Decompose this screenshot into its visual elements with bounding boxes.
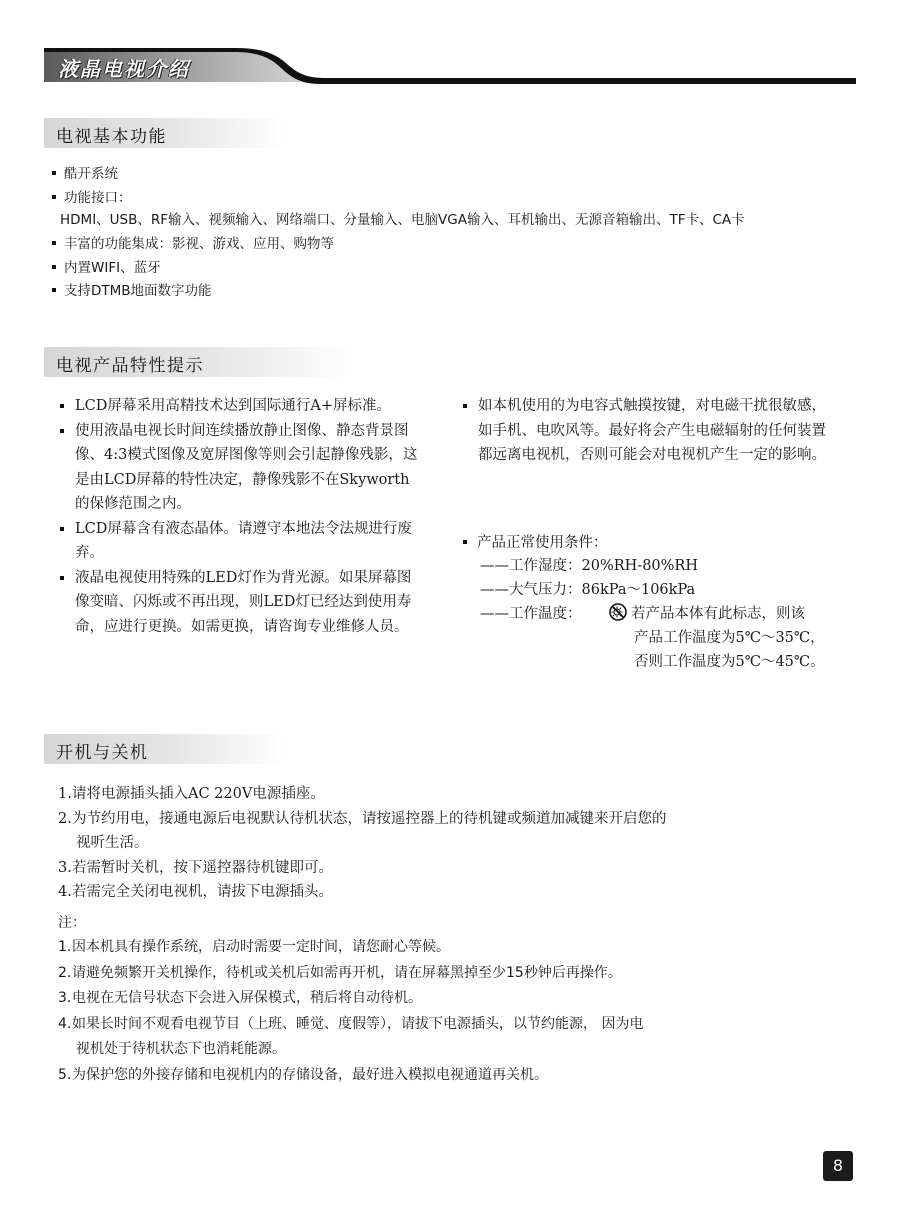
list-item: 1.请将电源插头插入AC 220V电源插座。 [58, 786, 325, 802]
list-item: 5.为保护您的外接存储和电视机内的存储设备，最好进入模拟电视通道再关机。 [58, 1066, 548, 1083]
section-title: 电视基本功能 [56, 127, 167, 147]
temperature-line-1: 若产品本体有此标志，则该 [607, 602, 805, 627]
conditions-heading: 产品正常使用条件： [462, 531, 608, 552]
list-item: 2.请避免频繁开关机操作，待机或关机后如需再开机，请在屏幕黑掉至少15秒钟后再操作。 [58, 964, 622, 981]
power-steps-list [58, 782, 848, 905]
note-label: 注： [58, 915, 86, 931]
section-heading-features [44, 347, 354, 377]
list-item: 使用液晶电视长时间连续播放静止图像、静态背景图像、4:3模式图像及宽屏图像等则会引起静像残影，这是由LCD屏幕的特性决定，静像残影不在Skyworth的保修范围之内。 [57, 419, 423, 517]
basic-features-list [50, 163, 860, 210]
header-title: 液晶电视介绍 [58, 57, 190, 81]
section-heading-power [44, 734, 284, 764]
list-item: 丰富的功能集成：影视、游戏、应用、购物等 [50, 233, 860, 257]
list-item: 2.为节约用电，接通电源后电视默认待机状态，请按遥控器上的待机键或频道加减键来开启您的 视听生活。 [58, 810, 667, 851]
list-item: 如本机使用的为电容式触摸按键，对电磁干扰很敏感，如手机、电吹风等。最好将会产生电磁辐射的任何装置都远离电视机，否则可能会对电视机产生一定的影响。 [460, 394, 832, 468]
page-header [44, 46, 856, 86]
list-item: 4.如果长时间不观看电视节目（上班、睡觉、度假等），请拔下电源插头，以节约能源， 因为电 视机处于待机状态下也消耗能源。 [58, 1015, 644, 1057]
pressure-line: ——大气压力：86kPa～106kPa [480, 582, 696, 598]
list-item: 3.电视在无信号状态下会进入屏保模式，稍后将自动待机。 [58, 990, 422, 1006]
list-item: 1.因本机具有操作系统，启动时需要一定时间，请您耐心等候。 [58, 939, 450, 955]
list-item: 支持DTMB地面数字功能 [50, 280, 860, 304]
list-item: 液晶电视使用特殊的LED灯作为背光源。如果屏幕图像变暗、闪烁或不再出现，则LED灯已经达到使用寿命，应进行更换。如需更换，请咨询专业维修人员。 [57, 566, 423, 640]
temperature-line-2: 产品工作温度为5℃～35℃， [634, 630, 825, 646]
temperature-label: ——工作温度： [480, 606, 582, 622]
humidity-line: ——工作湿度：20%RH-80%RH [480, 558, 698, 574]
page-number: 8 [823, 1151, 853, 1181]
section-title: 电视产品特性提示 [56, 356, 204, 376]
list-item: 酷开系统 [50, 163, 860, 187]
features-left-list [57, 394, 423, 639]
list-item: 4.若需完全关闭电视机，请拔下电源插头。 [58, 884, 333, 900]
list-item: 功能接口： [50, 187, 860, 211]
basic-features-list-2 [50, 233, 860, 304]
list-item: LCD屏幕采用高精技术达到国际通行A+屏标准。 [57, 394, 423, 419]
list-item: 内置WIFI、蓝牙 [50, 257, 860, 281]
section-title: 开机与关机 [56, 743, 149, 763]
notes-list [58, 935, 858, 1088]
list-item: LCD屏幕含有液态晶体。请遵守本地法令法规进行废弃。 [57, 517, 423, 566]
list-item: 3.若需暂时关机，按下遥控器待机键即可。 [58, 859, 333, 876]
section-heading-basic [44, 118, 284, 148]
no-sun-icon [607, 603, 629, 621]
temperature-line-3: 否则工作温度为5℃～45℃。 [634, 654, 825, 670]
features-right-list [460, 394, 832, 468]
interfaces-line: HDMI、USB、RF输入、视频输入、网络端口、分量输入、电脑VGA输入、耳机输出、无源音箱输出、TF卡、CA卡 [60, 212, 745, 228]
